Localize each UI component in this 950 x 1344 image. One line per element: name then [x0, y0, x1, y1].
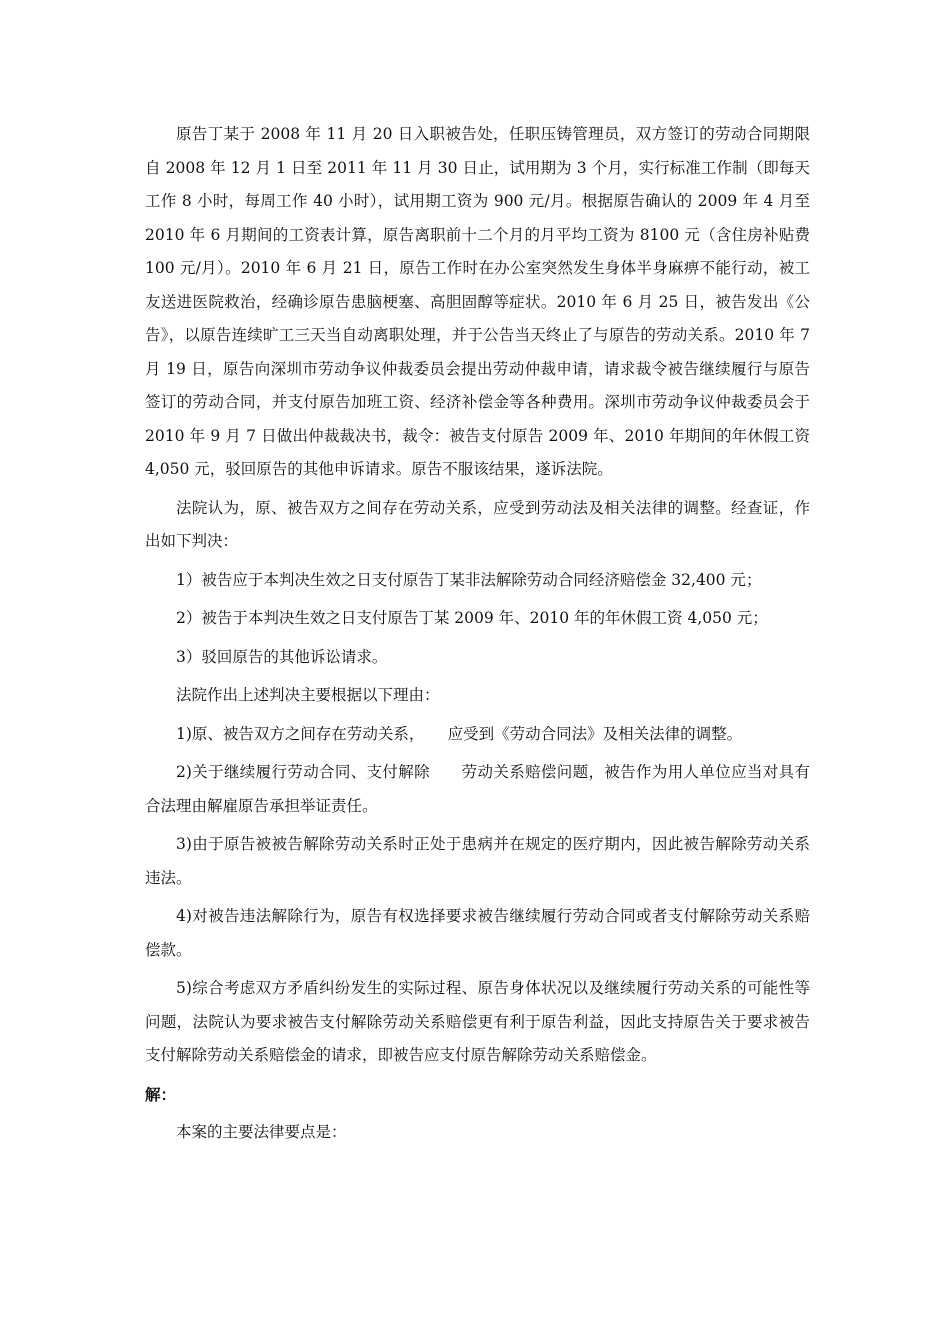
reason-item-3: 3)由于原告被被告解除劳动关系时正处于患病并在规定的医疗期内，因此被告解除劳动关系违法。 — [145, 835, 810, 887]
reason-item-1: 1)原、被告双方之间存在劳动关系， 应受到《劳动合同法》及相关法律的调整。 — [176, 724, 743, 743]
answer-label: 解： — [145, 1084, 177, 1104]
answer-intro: 本案的主要法律要点是： — [176, 1123, 347, 1141]
court-view-paragraph: 法院认为，原、被告双方之间存在劳动关系，应受到劳动法及相关法律的调整。经查证，作出如下判决： — [145, 498, 810, 550]
reasons-intro: 法院作出上述判决主要根据以下理由： — [176, 686, 440, 704]
document-page — [145, 118, 810, 1155]
judgment-item-2: 2）被告于本判决生效之日支付原告丁某 2009 年、2010 年的年休假工资 4,050 元； — [176, 609, 768, 627]
case-facts-paragraph: 原告丁某于 2008 年 11 月 20 日入职被告处，任职压铸管理员，双方签订的劳动合同期限自 2008 年 12 月 1 日至 2011 年 11 月 30 日止，试用期为 3 个月，实行标准工作制（即每天工作 8 小时，每周工作 40 小时），试用期工资为 900 元/月。根据原告确认的 2009 年 4 月至 2010 年 6 月期间的工资表计算，原告离职前十二个月的月平均工资为 8100 元（含住房补贴费 100 元/月）。2010 年 6 月 21 日，原告工作时在办公室突然发生身体半身麻痹不能行动，被工友送进医院救治，经确诊原告患脑梗塞、高胆固醇等症状。2010 年 6 月 25 日，被告发出《公告》，以原告连续旷工三天当自动离职处理，并于公告当天终止了与原告的劳动关系。2010 年 7 月 19 日，原告向深圳市劳动争议仲裁委员会提出劳动仲裁申请，请求裁令被告继续履行与原告签订的劳动合同，并支付原告加班工资、经济补偿金等各种费用。深圳市劳动争议仲裁委员会于 2010 年 9 月 7 日做出仲裁裁决书，裁令：被告支付原告 2009 年、2010 年期间的年休假工资 4,050 元，驳回原告的其他申诉请求。原告不服该结果，遂诉法院。 — [145, 125, 810, 478]
reason-item-5: 5)综合考虑双方矛盾纠纷发生的实际过程、原告身体状况以及继续履行劳动关系的可能性等问题，法院认为要求被告支付解除劳动关系赔偿更有利于原告利益，因此支持原告关于要求被告支付解除劳动关系赔偿金的请求，即被告应支付原告解除劳动关系赔偿金。 — [145, 979, 810, 1064]
reason-item-2: 2)关于继续履行劳动合同、支付解除 劳动关系赔偿问题，被告作为用人单位应当对具有合法理由解雇原告承担举证责任。 — [145, 763, 810, 815]
judgment-item-1: 1）被告应于本判决生效之日支付原告丁某非法解除劳动合同经济赔偿金 32,400 元； — [176, 570, 762, 589]
reason-item-4: 4)对被告违法解除行为，原告有权选择要求被告继续履行劳动合同或者支付解除劳动关系赔偿款。 — [145, 907, 810, 959]
judgment-item-3: 3）驳回原告的其他诉讼请求。 — [176, 647, 388, 666]
